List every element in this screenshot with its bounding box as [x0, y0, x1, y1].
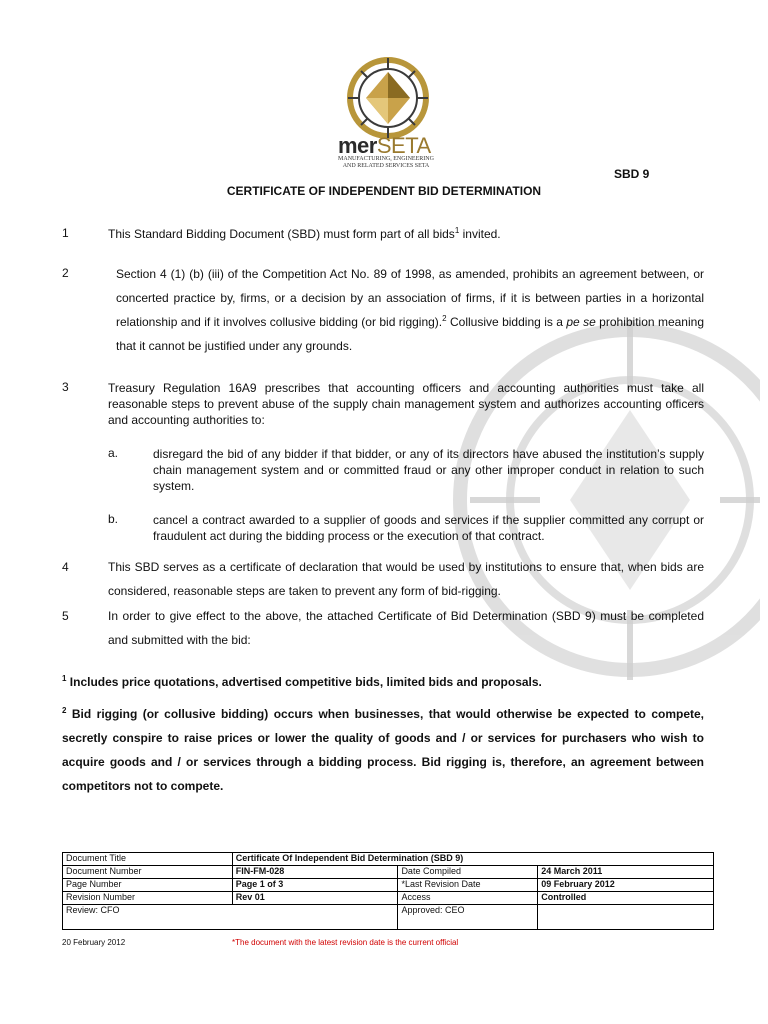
footer-date: 20 February 2012 [62, 938, 126, 947]
table-cell: Page Number [63, 879, 233, 892]
paragraph-4: This SBD serves as a certificate of declaration that would be used by institutions to ensure that, when bids are considered, reasonable steps are taken to prevent any form of bid-rigging. [108, 560, 704, 598]
paragraph-number: 4 [62, 560, 69, 574]
table-cell: Review: CFO [63, 905, 398, 930]
paragraph-3: Treasury Regulation 16A9 prescribes that accounting officers and accounting authorities must take all reasonable steps to prevent abuse of the supply chain management system and authorizes accounting officers and accounting authorities to: [108, 381, 704, 427]
table-cell: 09 February 2012 [538, 879, 714, 892]
table-cell: Document Number [63, 866, 233, 879]
table-cell: 24 March 2011 [538, 866, 714, 879]
table-cell: FIN-FM-028 [232, 866, 398, 879]
paragraph-number: 5 [62, 609, 69, 623]
paragraph-number: 1 [62, 226, 69, 240]
table-cell: Certificate Of Independent Bid Determination (SBD 9) [232, 853, 713, 866]
table-cell: Page 1 of 3 [232, 879, 398, 892]
paragraph-2: Section 4 (1) (b) (iii) of the Competition Act No. 89 of 1998, as amended, prohibits an agreement between, or concerted practice by, firms, or a decision by an association of firms, if it is between parties in a horizontal relationship and if it involves collusive bidding (or bid rigging).$^2$ Collusive bidding is a pe se prohibition meaning that it cannot be justified under any grounds. [116, 267, 704, 353]
document-title: CERTIFICATE OF INDEPENDENT BID DETERMINATION [226, 184, 542, 198]
table-row [63, 892, 714, 905]
logo-wordmark: merSETA [338, 133, 431, 158]
table-cell [538, 905, 714, 930]
table-row [63, 866, 714, 879]
document-control-table [62, 852, 714, 930]
table-cell: Approved: CEO [398, 905, 538, 930]
table-cell: *Last Revision Date [398, 879, 538, 892]
footnote-1: $^1$ Includes price quotations, advertised competitive bids, limited bids and proposals. [62, 674, 542, 689]
table-row [63, 905, 714, 930]
table-cell: Access [398, 892, 538, 905]
table-cell: Rev 01 [232, 892, 398, 905]
table-row [63, 879, 714, 892]
form-code: SBD 9 [614, 167, 650, 181]
sub-item-a: disregard the bid of any bidder if that bidder, or any of its directors have abused the institution’s supply chain management system and or committed fraud or any other improper conduct in relation to such system. [153, 447, 704, 493]
paragraph-number: 3 [62, 380, 69, 394]
logo-tagline: MANUFACTURING, ENGINEERING AND RELATED SERVICES SETA [338, 156, 434, 169]
table-cell: Date Compiled [398, 866, 538, 879]
table-cell: Document Title [63, 853, 233, 866]
table-cell: Controlled [538, 892, 714, 905]
table-cell: Revision Number [63, 892, 233, 905]
footnote-2: $^2$ Bid rigging (or collusive bidding) occurs when businesses, that would otherwise be expected to compete, secretly conspire to raise prices or lower the quality of goods and / or services for purchasers who wish to acquire goods and / or services through a bidding process. Bid rigging is, therefore, an agreement between competitors not to compete. [62, 706, 704, 793]
sub-item-letter: b. [108, 512, 119, 526]
sub-item-b: cancel a contract awarded to a supplier of goods and services if the supplier committed any corrupt or fraudulent act during the bidding process or the execution of that contract. [153, 513, 704, 543]
paragraph-5: In order to give effect to the above, the attached Certificate of Bid Determination (SBD 9) must be completed and submitted with the bid: [108, 609, 704, 647]
sub-item-letter: a. [108, 446, 119, 460]
paragraph-number: 2 [62, 266, 69, 280]
paragraph-1: This Standard Bidding Document (SBD) must form part of all bids$^1$ invited. [108, 226, 501, 241]
table-row [63, 853, 714, 866]
footer-note: *The document with the latest revision date is the current official [232, 938, 459, 947]
